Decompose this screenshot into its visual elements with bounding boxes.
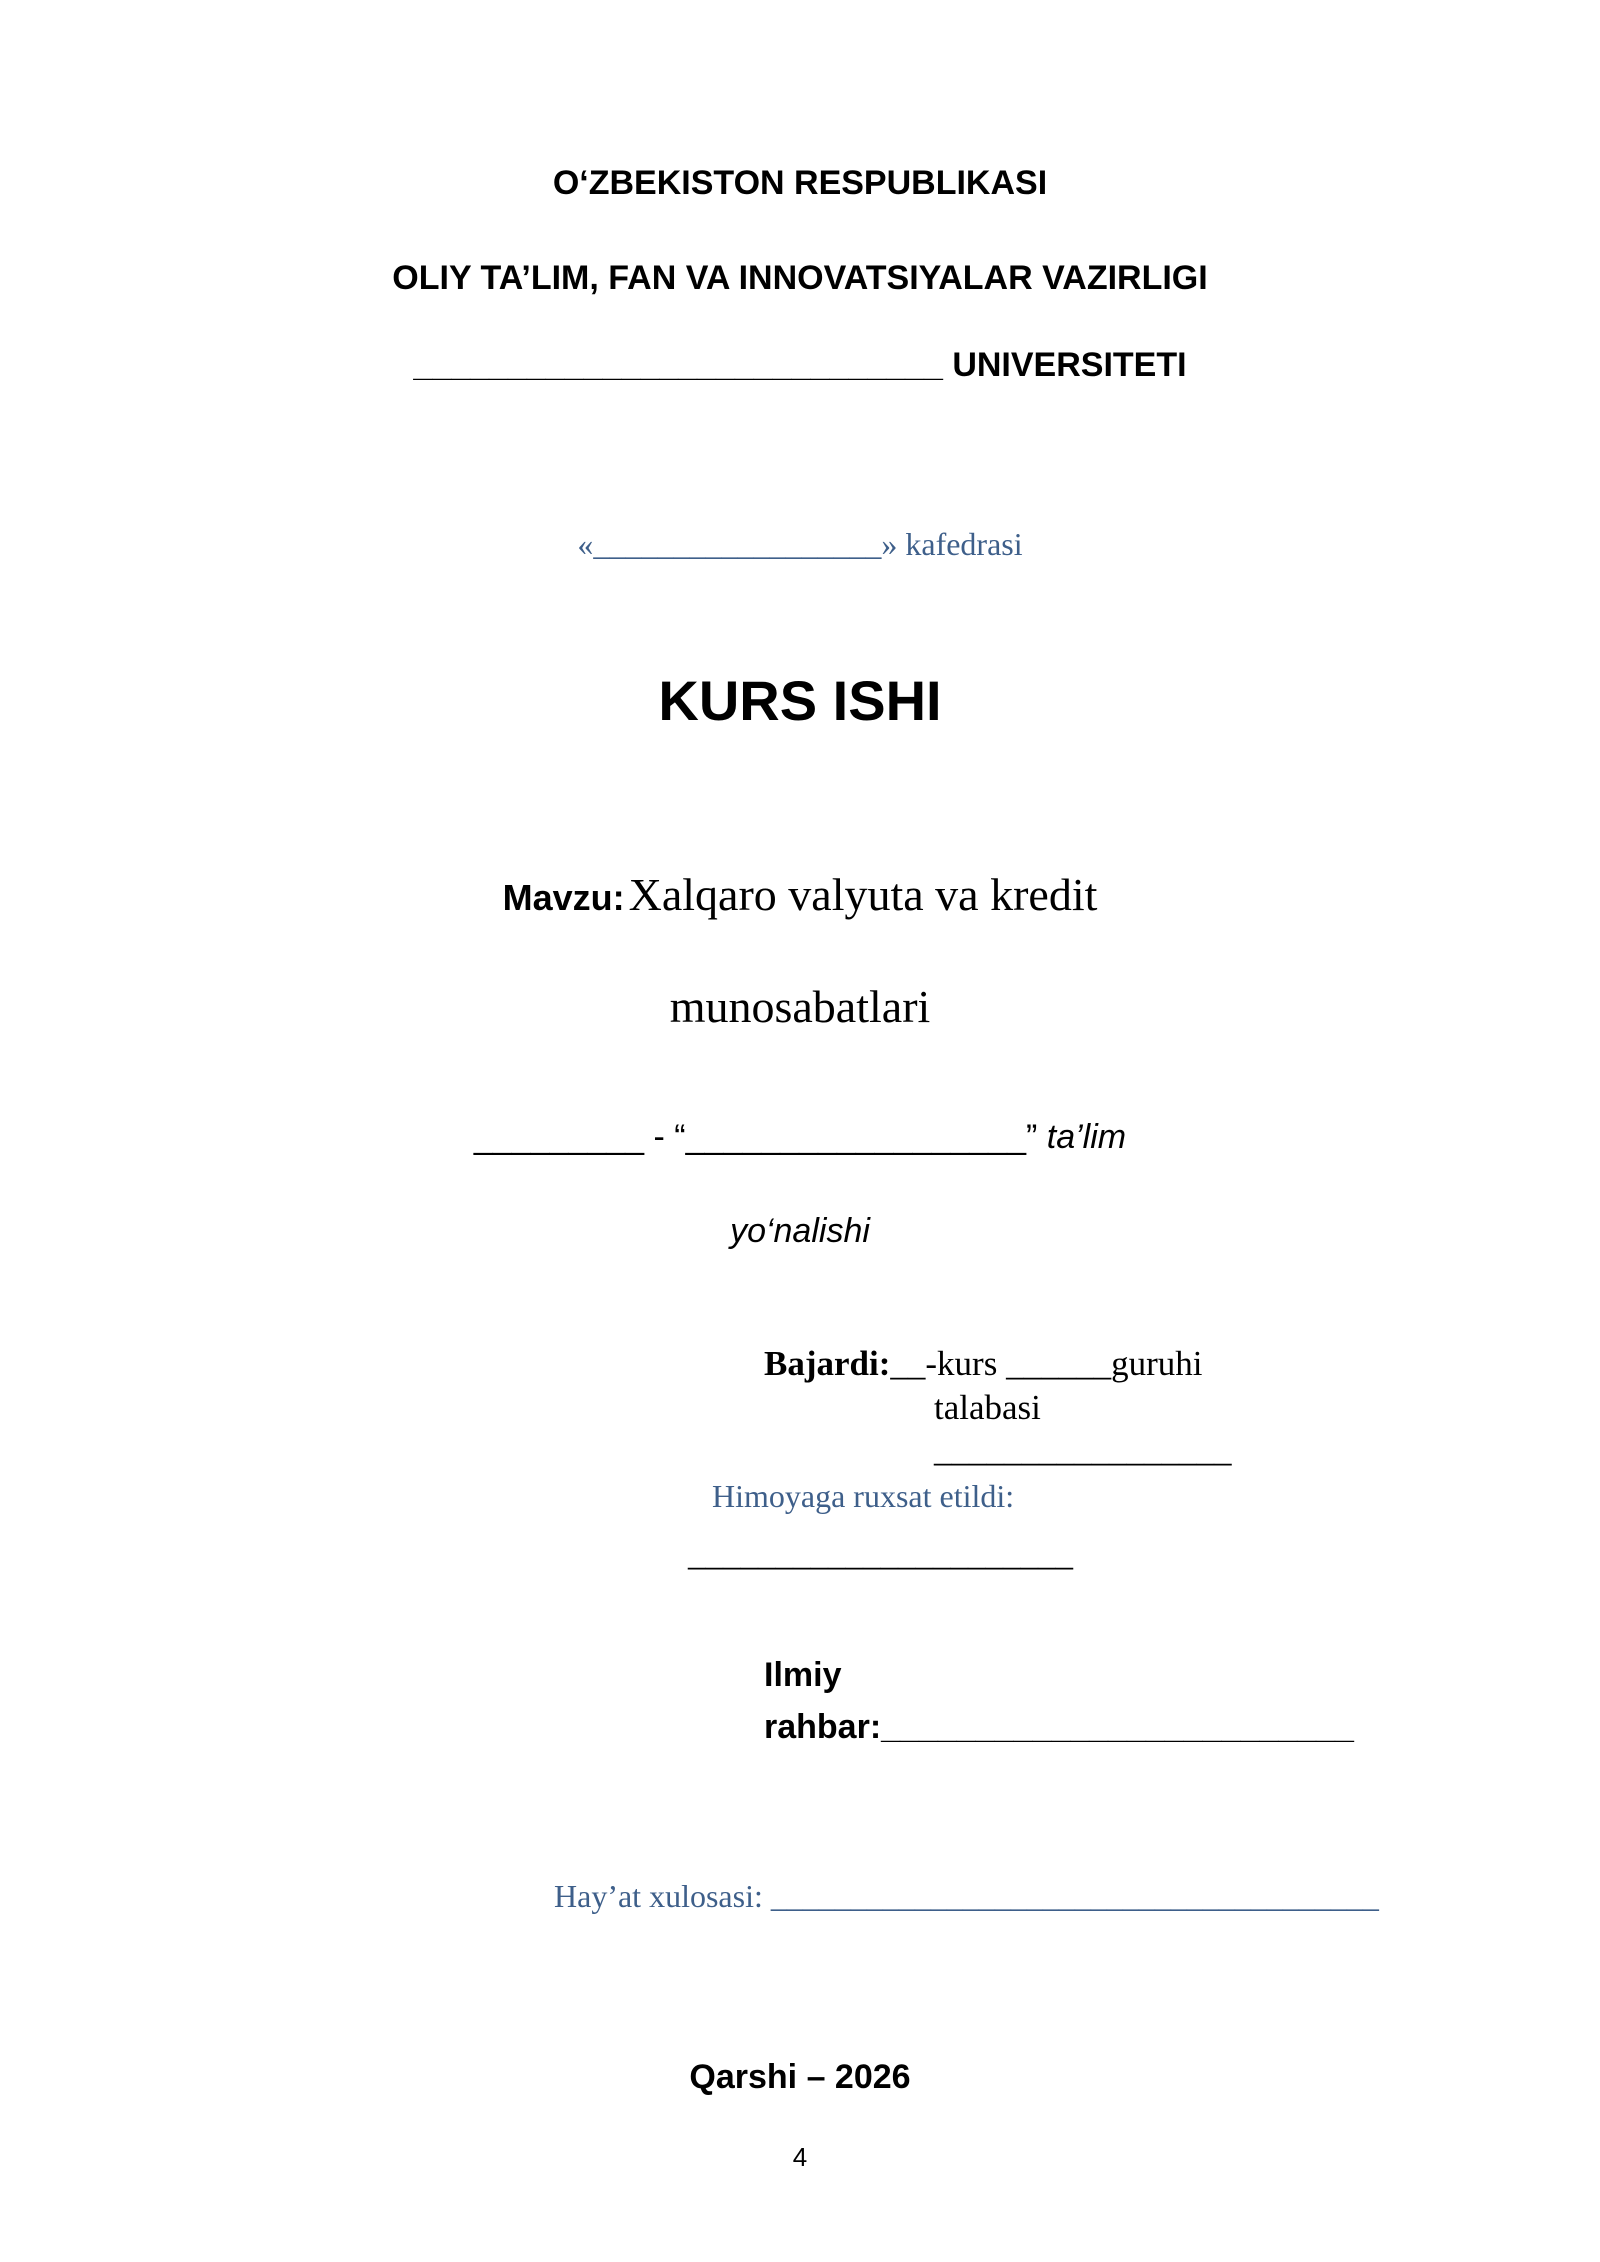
performer-line-2: talabasi <box>934 1388 1041 1427</box>
document-title: KURS ISHI <box>658 669 942 732</box>
performer-course-group: __-kurs ______guruhi <box>890 1344 1203 1383</box>
direction-blanks: _________ - “__________________” <box>473 1118 1038 1156</box>
university-heading: ____________________________ UNIVERSITETI <box>413 346 1187 384</box>
supervisor-line-1: Ilmiy <box>764 1656 842 1694</box>
country-heading: O‘ZBEKISTON RESPUBLIKASI <box>552 164 1048 202</box>
performer-line-1 <box>764 1344 1202 1384</box>
city-year: Qarshi – 2026 <box>689 2058 911 2096</box>
topic-label: Mavzu: <box>502 877 625 918</box>
ministry-heading: OLIY TA’LIM, FAN VA INNOVATSIYALAR VAZIRLIGI <box>392 259 1208 297</box>
performer-label: Bajardi: <box>764 1344 891 1383</box>
department-line: «__________________» kafedrasi <box>577 526 1023 562</box>
direction-text: ta’lim <box>1046 1118 1127 1156</box>
topic-text-1: Xalqaro valyuta va kredit <box>628 869 1098 920</box>
approval-label: Himoyaga ruxsat etildi: <box>712 1478 1015 1514</box>
supervisor-label: rahbar: <box>764 1708 882 1746</box>
page-number: 4 <box>792 2142 808 2172</box>
direction-line-1 <box>0 1118 1600 1157</box>
supervisor-blank: _________________________ <box>881 1708 1354 1746</box>
commission-label: Hay’at xulosasi: <box>554 1878 763 1914</box>
topic-line-2: munosabatlari <box>669 981 931 1032</box>
commission-line <box>554 1878 1379 1915</box>
supervisor-line-2 <box>764 1708 1354 1747</box>
topic-line-1 <box>0 868 1600 921</box>
performer-name-blank: _________________ <box>934 1430 1232 1469</box>
commission-blank: ______________________________________ <box>770 1878 1379 1914</box>
approval-blank: ______________________ <box>688 1534 1073 1573</box>
direction-line-2: yo‘nalishi <box>730 1212 870 1250</box>
